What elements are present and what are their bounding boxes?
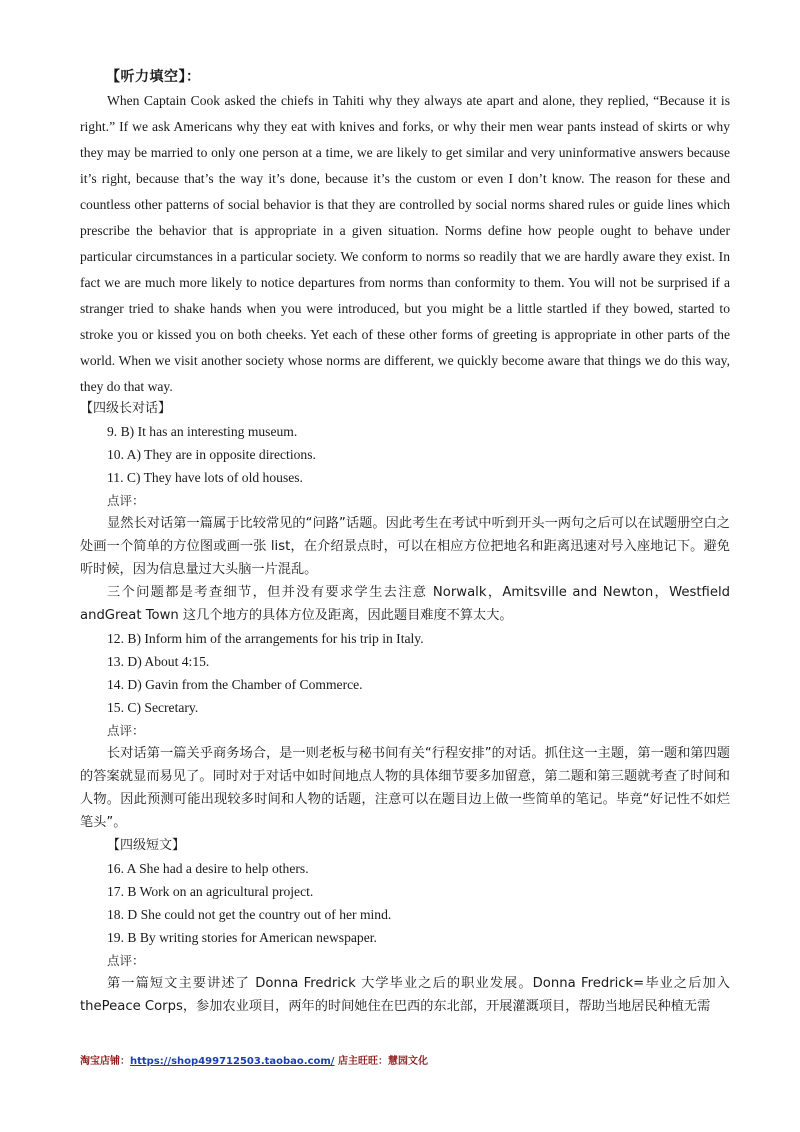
shop-label: 淘宝店铺： <box>80 1056 130 1067</box>
shop-link[interactable]: https://shop499712503.taobao.com/ <box>130 1056 335 1067</box>
answer-item: 18. D She could not get the country out of her mind. <box>107 907 392 922</box>
answer-item: 9. B) It has an interesting museum. <box>107 424 298 439</box>
comment-label: 点评： <box>107 723 145 738</box>
answer-item: 11. C) They have lots of old houses. <box>107 470 303 485</box>
comment-paragraph: 第一篇短文主要讲述了 Donna Fredrick 大学毕业之后的职业发展。Donna Fredrick=毕业之后加入thePeace Corps，参加农业项目，两年的时间她住在巴西的东北部，开展灌溉项目，帮助当地居民种植无需 <box>80 976 730 1014</box>
long-dialogue-title: 【四级长对话】 <box>80 401 172 416</box>
comment-paragraph: 三个问题都是考查细节，但并没有要求学生去注意 Norwalk，Amitsville and Newton，Westfield andGreat Town 这几个地方的具体方位及距离，因此题目难度不算太大。 <box>80 585 730 623</box>
listening-heading: 【听力填空】： <box>106 69 201 85</box>
answer-item: 15. C) Secretary. <box>107 700 199 715</box>
long-dialogue-section <box>80 397 730 1018</box>
answer-item: 13. D) About 4:15. <box>107 654 210 669</box>
footer <box>80 1052 428 1067</box>
comment-label: 点评： <box>107 953 145 968</box>
answer-item: 17. B Work on an agricultural project. <box>107 884 314 899</box>
answer-item: 10. A) They are in opposite directions. <box>107 447 316 462</box>
answer-item: 16. A She had a desire to help others. <box>107 861 309 876</box>
comment-paragraph: 显然长对话第一篇属于比较常见的“问路”话题。因此考生在考试中听到开头一两句之后可以在试题册空白之处画一个简单的方位图或画一张 list，在介绍景点时，可以在相应方位把地名和距离迅速对号入座地记下。避免听时候，因为信息量过大头脑一片混乱。 <box>80 516 730 577</box>
owner-label: 店主旺旺：慧园文化 <box>337 1056 428 1067</box>
comment-paragraph: 长对话第一篇关乎商务场合，是一则老板与秘书间有关“行程安排”的对话。抓住这一主题，第一题和第四题的答案就显而易见了。同时对于对话中如时间地点人物的具体细节要多加留意，第二题和第三题就考查了时间和人物。因此预测可能出现较多时间和人物的话题，注意可以在题目边上做一些简单的笔记。毕竟“好记性不如烂笔头”。 <box>80 746 730 830</box>
comment-label: 点评： <box>107 493 145 508</box>
answer-item: 14. D) Gavin from the Chamber of Commerce. <box>107 677 363 692</box>
answer-item: 19. B By writing stories for American newspaper. <box>107 930 377 945</box>
answer-item: 12. B) Inform him of the arrangements for his trip in Italy. <box>107 631 424 646</box>
short-passage-title: 【四级短文】 <box>107 838 186 853</box>
listening-passage: When Captain Cook asked the chiefs in Tahiti why they always ate apart and alone, they replied, “Because it is right.” If we ask Americans why they eat with knives and forks, or why their men wear pants instead of skirts or why they may be married to only one person at a time, we are likely to get similar and very uninformative answers because it’s right, because that’s the way it’s done, because it’s the custom or even I don’t know. The reason for these and countless other patterns of social behavior is that they are controlled by social norms shared rules or guide lines which prescribe the behavior that is appropriate in a given situation. Norms define how people ought to behave under particular circumstances in a particular society. We conform to norms so readily that we are hardly aware they exist. In fact we are much more likely to notice departures from norms than conformity to them. You will not be surprised if a stranger tried to shake hands when you were introduced, but you might be a little startled if they bowed, started to stroke you or kissed you on both cheeks. Yet each of these other forms of greeting is appropriate in other parts of the world. When we visit another society whose norms are different, we quickly become aware that things we do this way, they do that way. <box>80 93 730 394</box>
